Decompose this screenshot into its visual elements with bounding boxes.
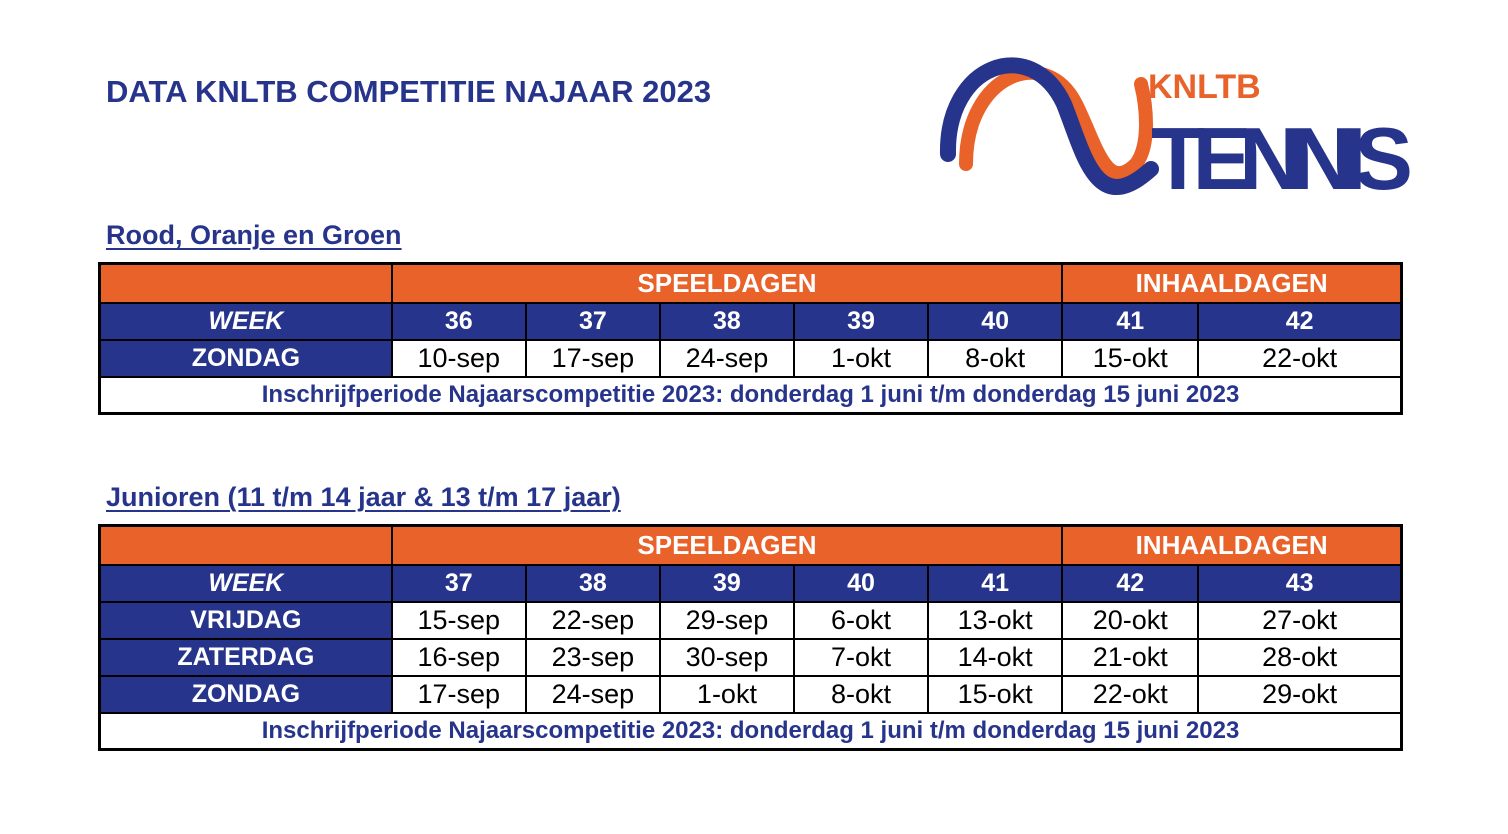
date-cell: 24-sep (660, 340, 794, 377)
week-number: 38 (660, 303, 794, 340)
day-label: VRIJDAG (100, 602, 392, 639)
day-row-zondag (100, 676, 1402, 713)
date-cell: 10-sep (392, 340, 526, 377)
date-cell: 28-okt (1198, 639, 1401, 676)
week-number: 42 (1062, 565, 1198, 602)
date-cell: 27-okt (1198, 602, 1401, 639)
week-label: WEEK (100, 303, 392, 340)
date-cell: 30-sep (660, 639, 794, 676)
week-number: 43 (1198, 565, 1401, 602)
speeldagen-header: SPEELDAGEN (392, 264, 1063, 303)
date-cell: 15-sep (392, 602, 526, 639)
logo-big-text: TENNIS (1151, 109, 1413, 208)
date-cell: 1-okt (794, 340, 928, 377)
week-row (100, 303, 1402, 340)
date-cell: 1-okt (660, 676, 794, 713)
page-title: DATA KNLTB COMPETITIE NAJAAR 2023 (106, 74, 712, 109)
registration-note: Inschrijfperiode Najaarscompetitie 2023: donderdag 1 juni t/m donderdag 15 juni 2023 (100, 377, 1402, 414)
date-cell: 23-sep (526, 639, 660, 676)
week-row (100, 565, 1402, 602)
date-cell: 20-okt (1062, 602, 1198, 639)
date-cell: 15-okt (1062, 340, 1198, 377)
week-number: 38 (526, 565, 660, 602)
week-number: 36 (392, 303, 526, 340)
schedule-table-junioren (98, 524, 1403, 751)
week-number: 39 (794, 303, 928, 340)
week-number: 41 (1062, 303, 1198, 340)
week-number: 37 (526, 303, 660, 340)
date-cell: 7-okt (794, 639, 928, 676)
header-empty-cell (100, 264, 392, 303)
header-empty-cell (100, 526, 392, 565)
date-cell: 14-okt (928, 639, 1062, 676)
date-cell: 6-okt (794, 602, 928, 639)
week-number: 37 (392, 565, 526, 602)
date-cell: 8-okt (928, 340, 1062, 377)
date-cell: 15-okt (928, 676, 1062, 713)
day-label: ZONDAG (100, 340, 392, 377)
logo-small-text: KNLTB (1148, 68, 1261, 106)
date-cell: 13-okt (928, 602, 1062, 639)
header-row (100, 264, 1402, 303)
date-cell: 16-sep (392, 639, 526, 676)
date-cell: 8-okt (794, 676, 928, 713)
week-number: 42 (1198, 303, 1401, 340)
date-cell: 17-sep (392, 676, 526, 713)
section-title-rood-oranje-groen: Rood, Oranje en Groen (106, 220, 402, 250)
day-row-vrijdag (100, 602, 1402, 639)
date-cell: 29-sep (660, 602, 794, 639)
week-number: 41 (928, 565, 1062, 602)
date-cell: 22-okt (1062, 676, 1198, 713)
inhaaldagen-header: INHAALDAGEN (1062, 526, 1401, 565)
date-cell: 21-okt (1062, 639, 1198, 676)
date-cell: 22-sep (526, 602, 660, 639)
inhaaldagen-header: INHAALDAGEN (1062, 264, 1401, 303)
date-cell: 22-okt (1198, 340, 1401, 377)
date-cell: 17-sep (526, 340, 660, 377)
week-label: WEEK (100, 565, 392, 602)
schedule-table-rood-oranje-groen (98, 262, 1403, 415)
week-number: 40 (928, 303, 1062, 340)
week-number: 39 (660, 565, 794, 602)
date-cell: 29-okt (1198, 676, 1401, 713)
header-row (100, 526, 1402, 565)
note-row (100, 713, 1402, 750)
week-number: 40 (794, 565, 928, 602)
speeldagen-header: SPEELDAGEN (392, 526, 1063, 565)
day-label: ZATERDAG (100, 639, 392, 676)
knltb-tennis-logo (936, 44, 1416, 224)
registration-note: Inschrijfperiode Najaarscompetitie 2023: donderdag 1 juni t/m donderdag 15 juni 2023 (100, 713, 1402, 750)
date-cell: 24-sep (526, 676, 660, 713)
day-label: ZONDAG (100, 676, 392, 713)
note-row (100, 377, 1402, 414)
section-title-junioren: Junioren (11 t/m 14 jaar & 13 t/m 17 jaar) (106, 482, 621, 512)
day-row-zaterdag (100, 639, 1402, 676)
day-row-zondag (100, 340, 1402, 377)
